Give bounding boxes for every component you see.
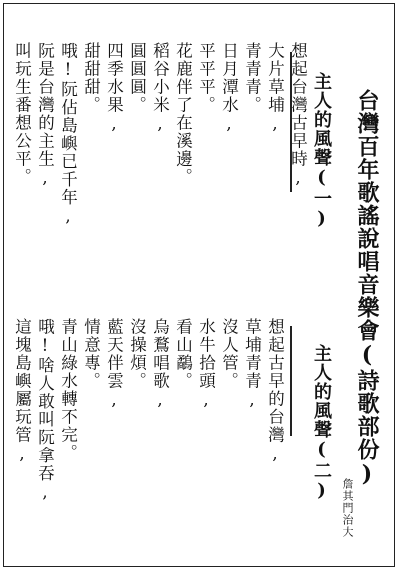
document-title: 台灣百年歌謠說唱音樂會(詩歌部份) — [354, 89, 380, 488]
verse-line: 水牛拾頭, — [196, 318, 216, 411]
verse-line: 青青青。 — [242, 42, 262, 114]
verse-line: 這塊島嶼屬玩管, — [12, 318, 32, 465]
verse-line: 情意專。 — [81, 318, 101, 390]
verse-line: 叫玩生番想公平。 — [12, 42, 32, 186]
verse-line: 圓圓圓。 — [127, 42, 147, 114]
section-1-heading: 主人的風聲(一) — [311, 72, 332, 230]
verse-line: 平平平。 — [196, 42, 216, 114]
verse-line: 花鹿伴了在溪邊。 — [173, 42, 193, 186]
verse-line: 甜甜甜。 — [81, 42, 101, 114]
document-page — [3, 3, 395, 567]
author-name: 詹其門治大 — [341, 478, 354, 538]
verse-line: 阮是台灣的主生, — [35, 42, 55, 189]
verse-line: 大片草埔, — [265, 42, 285, 135]
verse-line: 青山綠水轉不完。 — [58, 318, 78, 462]
verse-line: 哦!啥人敢叫阮拿吞, — [35, 318, 55, 503]
verse-line: 看山鷸。 — [173, 318, 193, 390]
verse-line: 想起古早的台灣, — [265, 318, 285, 465]
verse-line: 烏鶩唱歌, — [150, 318, 170, 411]
verse-line: 草埔青青, — [242, 318, 262, 411]
verse-line: 四季水果, — [104, 42, 124, 135]
verse-line: 沒人管。 — [219, 318, 239, 390]
section-2-heading: 主人的風聲(二) — [311, 344, 332, 502]
verse-line: 哦!阮佔島嶼已千年, — [58, 42, 78, 227]
section-2-rule — [290, 326, 292, 436]
verse-line: 日月潭水, — [219, 42, 239, 135]
verse-line: 藍天伴雲, — [104, 318, 124, 411]
verse-line: 想起台灣古早時, — [288, 42, 308, 189]
verse-line: 沒操煩。 — [127, 318, 147, 390]
verse-line: 稻谷小米, — [150, 42, 170, 135]
